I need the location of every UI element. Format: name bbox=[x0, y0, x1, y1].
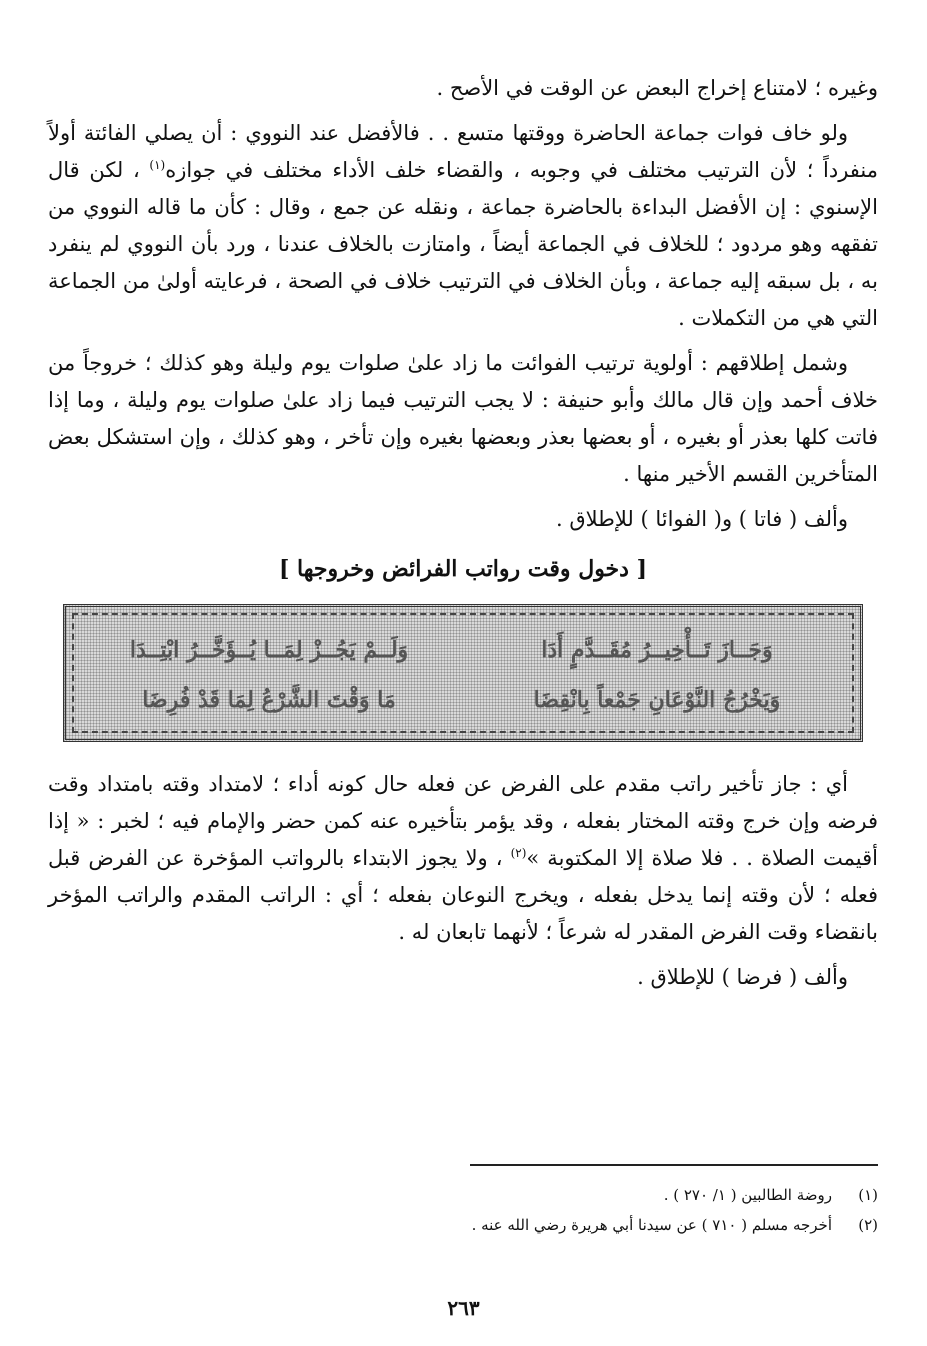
paragraph-5-part-a: أي : جاز تأخير راتب مقدم على الفرض عن فعله حال كونه أداء ؛ لامتداد وقته بامتداد وقت فرضه وإن خرج وقته المختار بفعله ، وقد يؤمر بتأخيره عنه كمن حضر والإمام فيه ؛ لخبر : « إذا أقيمت الصلاة . . فلا صلاة إلا المكتوبة » bbox=[48, 772, 878, 870]
footnote-1-number: (١) bbox=[858, 1186, 878, 1204]
footnote-2-text: أخرجه مسلم ( ٧١٠ ) عن سيدنا أبي هريرة رضي الله عنه . bbox=[471, 1216, 832, 1234]
paragraph-3: وشمل إطلاقهم : أولوية ترتيب الفوائت ما زاد علىٰ صلوات يوم وليلة وهو كذلك ؛ خروجاً من خلاف أحمد وإن قال مالك وأبو حنيفة : لا يجب الترتيب فيما زاد علىٰ صلوات يوم وليلة ، وما إذا فاتت كلها بعذر أو بغيره ، أو بعضها بعذر وبعضها بغيره وإن تأخر ، وهو كذلك ، وإن استشكل بعض المتأخرين القسم الأخير منها . bbox=[48, 351, 878, 486]
paragraph-2 bbox=[48, 115, 878, 337]
footnote-divider bbox=[470, 1164, 878, 1166]
footnote-1-text: روضة الطالبين ( ١/ ٢٧٠ ) . bbox=[663, 1186, 832, 1204]
verse-line-2 bbox=[90, 687, 836, 713]
page-body bbox=[48, 70, 878, 1004]
verse-2-left: مَا وَقْتَ الشَّرْعُ لِمَا قَدْ فُرِضَا bbox=[142, 687, 396, 713]
verse-box bbox=[63, 604, 863, 742]
footnote-ref-2[interactable]: (٢) bbox=[510, 846, 527, 860]
footnotes bbox=[48, 1180, 878, 1240]
page-number: ٢٦٣ bbox=[447, 1296, 480, 1320]
paragraph-5 bbox=[48, 766, 878, 951]
verse-line-1 bbox=[90, 637, 836, 663]
verse-1-left: وَلَــمْ يَجُــزْ لِمَــا يُــؤَخَّــرُ ابْتِــدَا bbox=[129, 637, 409, 663]
verse-inner bbox=[90, 625, 836, 725]
paragraph-5-part-b: ، ولا يجوز الابتداء بالرواتب المؤخرة عن الفرض قبل فعله ؛ لأن وقته إنما يدخل بفعله ، ويخرج النوعان بفعله ؛ أي : الراتب المقدم والراتب المؤخر بانقضاء وقت الفرض المقدر له شرعاً ؛ لأنهما تابعان له . bbox=[48, 846, 878, 944]
verse-1-right: وَجَــازَ تَــأْخِيــرُ مُقَــدَّمٍ أَدَا bbox=[541, 637, 773, 663]
paragraph-2-part-a: ولو خاف فوات جماعة الحاضرة ووقتها متسع . . فالأفضل عند النووي : أن يصلي الفائتة أولاً منفرداً ؛ لأن الترتيب مختلف في وجوبه ، والقضاء خلف الأداء مختلف في جوازه bbox=[48, 121, 878, 182]
verse-2-right: وَيَخْرُجُ النَّوْعَانِ جَمْعاً بِانْقِضَا bbox=[533, 687, 781, 713]
paragraph-2-part-b: ، لكن قال الإسنوي : إن الأفضل البداءة بالحاضرة جماعة ، ونقله عن جمع ، وقال : كأن ما قاله النووي من تفقهه وهو مردود ؛ للخلاف في الجماعة أيضاً ، وامتازت بالخلاف عندنا ، ورد بأن النووي لم ينفرد به ، بل سبقه إليه جماعة ، وبأن الخلاف في الترتيب خلاف في الصحة ، فرعايته أولىٰ من الجماعة التي هي من التكملات . bbox=[48, 158, 878, 330]
footnote-2 bbox=[48, 1210, 878, 1240]
footnote-2-number: (٢) bbox=[858, 1216, 878, 1234]
paragraph-1: وغيره ؛ لامتناع إخراج البعض عن الوقت في الأصح . bbox=[436, 76, 878, 100]
paragraph-4: وألف ( فاتا ) و( الفوائا ) للإطلاق . bbox=[555, 507, 848, 531]
section-heading: [ دخول وقت رواتب الفرائض وخروجها ] bbox=[278, 556, 648, 582]
footnote-ref-1[interactable]: (١) bbox=[149, 158, 166, 172]
footnote-1 bbox=[48, 1180, 878, 1210]
paragraph-6: وألف ( فرضا ) للإطلاق . bbox=[637, 965, 848, 989]
